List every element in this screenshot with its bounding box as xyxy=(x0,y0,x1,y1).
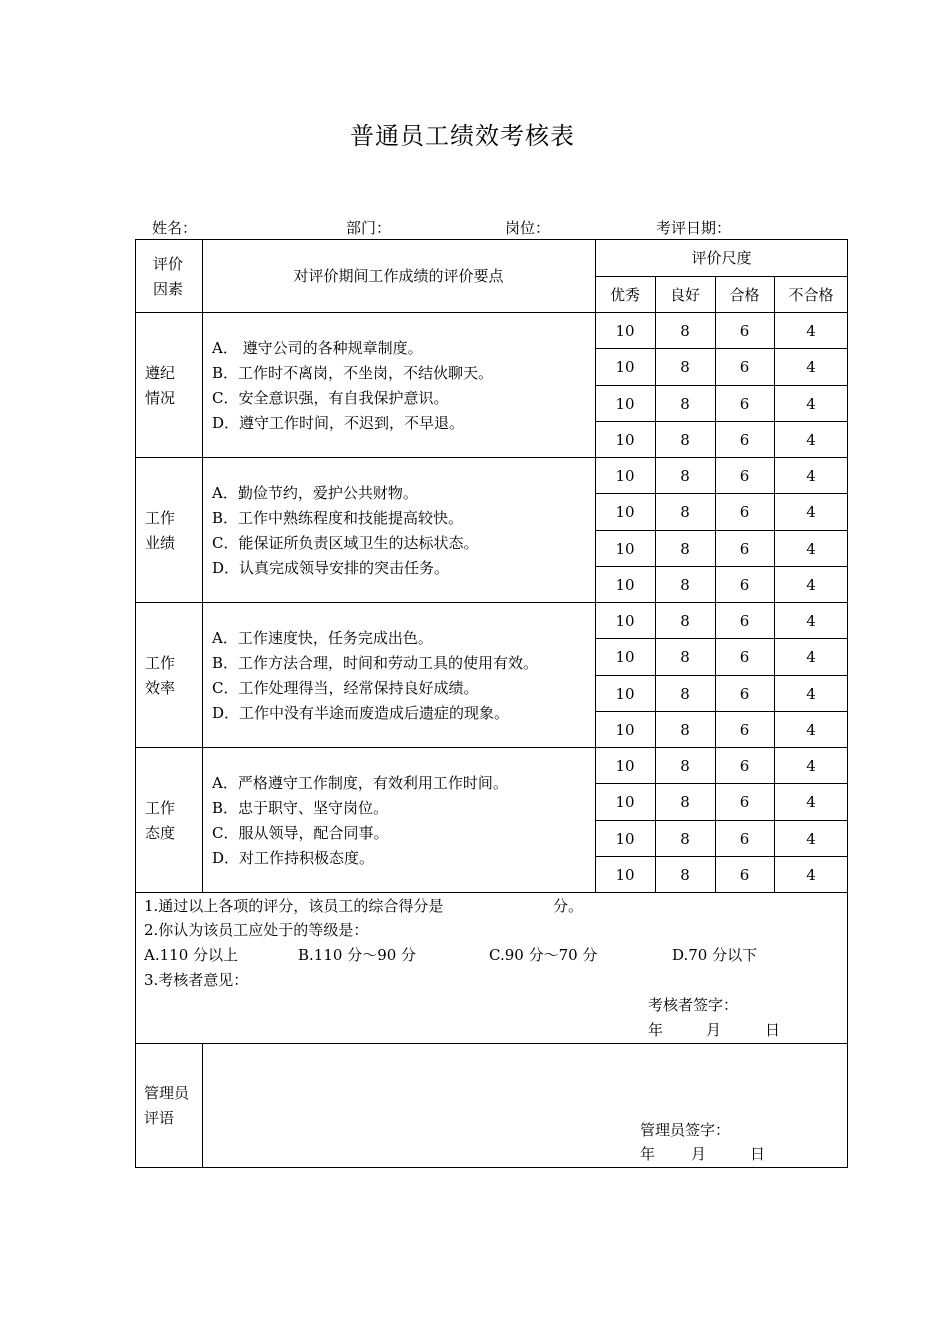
evaluation-date-label: 考评日期： xyxy=(656,219,732,237)
point-item: C．工作处理得当，经常保持良好成绩。 xyxy=(212,679,479,697)
score-cell: 10 xyxy=(615,830,635,848)
grade-option-a: A.110 分以上 xyxy=(144,946,238,964)
factor-line1: 工作 xyxy=(145,799,176,817)
admin-column-divider xyxy=(202,1043,203,1168)
score-cell: 10 xyxy=(615,612,635,630)
position-label: 岗位： xyxy=(505,219,551,237)
point-item: B．工作中熟练程度和技能提高较快。 xyxy=(212,509,464,527)
grade-option-c: C.90 分～70 分 xyxy=(489,946,598,964)
score-cell: 10 xyxy=(615,431,635,449)
grade-question: 2.你认为该员工应处于的等级是： xyxy=(144,921,369,939)
score-cell: 10 xyxy=(615,503,635,521)
factor-header-line1: 评价 xyxy=(153,255,184,273)
score-cell: 8 xyxy=(680,721,690,739)
summary-bottom-line xyxy=(136,1043,848,1044)
grade-option-b: B.110 分～90 分 xyxy=(298,946,417,964)
assessor-date-day: 日 xyxy=(765,1021,781,1039)
score-cell: 8 xyxy=(680,503,690,521)
score-cell: 8 xyxy=(680,322,690,340)
score-cell: 4 xyxy=(806,503,816,521)
evaluation-table xyxy=(135,239,848,1168)
score-cell: 8 xyxy=(680,358,690,376)
score-cell: 4 xyxy=(806,431,816,449)
score-cell: 8 xyxy=(680,757,690,775)
factor-line2: 业绩 xyxy=(145,534,176,552)
total-score-line-a: 1.通过以上各项的评分，该员工的综合得分是 xyxy=(144,897,444,915)
score-cell: 6 xyxy=(739,322,750,340)
point-item: D．对工作持积极态度。 xyxy=(212,849,375,867)
assessor-opinion-label: 3.考核者意见： xyxy=(144,971,249,989)
factor-header-line2: 因素 xyxy=(153,280,184,298)
score-cell: 4 xyxy=(806,648,816,666)
point-item: B．工作方法合理，时间和劳动工具的使用有效。 xyxy=(212,654,539,672)
score-cell: 6 xyxy=(739,358,750,376)
point-item: B．工作时不离岗，不坐岗，不结伙聊天。 xyxy=(212,364,494,382)
score-cell: 6 xyxy=(739,648,750,666)
assessor-date-year: 年 xyxy=(648,1021,664,1039)
points-header: 对评价期间工作成绩的评价要点 xyxy=(293,267,504,285)
grade-option-d: D.70 分以下 xyxy=(672,946,758,964)
score-cell: 10 xyxy=(615,395,635,413)
score-cell: 10 xyxy=(615,322,635,340)
score-cell: 10 xyxy=(615,757,635,775)
factor-header xyxy=(153,252,183,302)
score-cell: 4 xyxy=(806,540,816,558)
score-cell: 4 xyxy=(806,576,816,594)
score-cell: 4 xyxy=(806,612,816,630)
factor-line2: 情况 xyxy=(145,389,176,407)
score-cell: 4 xyxy=(806,358,816,376)
name-label: 姓名： xyxy=(152,219,198,237)
factor-line2: 态度 xyxy=(145,824,176,842)
score-cell: 6 xyxy=(739,721,750,739)
score-cell: 4 xyxy=(806,757,816,775)
factor-line1: 工作 xyxy=(145,654,176,672)
score-cell: 4 xyxy=(806,467,816,485)
admin-date-day: 日 xyxy=(750,1145,766,1163)
score-cell: 10 xyxy=(615,793,635,811)
point-item: C．安全意识强，有自我保护意识。 xyxy=(212,389,449,407)
admin-date-year: 年 xyxy=(640,1145,656,1163)
score-cell: 6 xyxy=(739,395,750,413)
score-cell: 6 xyxy=(739,612,750,630)
factor-line2: 效率 xyxy=(145,679,176,697)
score-cell: 4 xyxy=(806,721,816,739)
score-cell: 6 xyxy=(739,576,750,594)
level-fail: 不合格 xyxy=(788,286,834,304)
score-cell: 8 xyxy=(680,793,690,811)
score-cell: 4 xyxy=(806,322,816,340)
score-cell: 10 xyxy=(615,358,635,376)
level-good: 良好 xyxy=(669,286,700,304)
score-cell: 6 xyxy=(739,467,750,485)
score-cell: 6 xyxy=(739,866,750,884)
admin-label-line2: 评语 xyxy=(144,1109,175,1127)
score-cell: 8 xyxy=(680,395,690,413)
scale-header: 评价尺度 xyxy=(691,249,752,267)
point-item: B．忠于职守、坚守岗位。 xyxy=(212,799,389,817)
point-item: D．认真完成领导安排的突击任务。 xyxy=(212,559,450,577)
score-cell: 6 xyxy=(739,685,750,703)
score-cell: 10 xyxy=(615,576,635,594)
score-cell: 6 xyxy=(739,757,750,775)
score-cell: 10 xyxy=(615,721,635,739)
score-cell: 8 xyxy=(680,866,690,884)
admin-label-line1: 管理员 xyxy=(144,1084,190,1102)
score-cell: 8 xyxy=(680,576,690,594)
admin-date-month: 月 xyxy=(691,1145,707,1163)
points-discipline xyxy=(212,336,493,436)
score-cell: 8 xyxy=(680,685,690,703)
score-cell: 6 xyxy=(739,540,750,558)
score-cell: 4 xyxy=(806,793,816,811)
score-cell: 10 xyxy=(615,540,635,558)
factor-performance xyxy=(145,506,175,556)
point-item: A．勤俭节约，爱护公共财物。 xyxy=(212,484,418,502)
factor-line1: 遵纪 xyxy=(145,364,176,382)
factor-discipline xyxy=(145,361,175,411)
score-cell: 10 xyxy=(615,685,635,703)
score-cell: 8 xyxy=(680,830,690,848)
score-cell: 8 xyxy=(680,467,690,485)
department-label: 部门： xyxy=(346,219,392,237)
points-performance xyxy=(212,481,478,581)
factor-attitude xyxy=(145,796,175,846)
score-cell: 8 xyxy=(680,612,690,630)
score-cell: 6 xyxy=(739,503,750,521)
score-cell: 4 xyxy=(806,685,816,703)
score-cell: 8 xyxy=(680,648,690,666)
admin-comment-label xyxy=(144,1081,189,1131)
score-cell: 4 xyxy=(806,866,816,884)
score-cell: 6 xyxy=(739,793,750,811)
score-cell: 4 xyxy=(806,395,816,413)
assessor-date-month: 月 xyxy=(706,1021,722,1039)
score-cell: 6 xyxy=(739,431,750,449)
level-pass: 合格 xyxy=(729,286,760,304)
assessor-signature-label: 考核者签字： xyxy=(648,996,739,1014)
factor-line1: 工作 xyxy=(145,509,176,527)
points-efficiency xyxy=(212,626,538,726)
score-cell: 10 xyxy=(615,467,635,485)
point-item: C．能保证所负责区域卫生的达标状态。 xyxy=(212,534,479,552)
level-excellent: 优秀 xyxy=(609,286,640,304)
factor-efficiency xyxy=(145,651,175,701)
score-cell: 10 xyxy=(615,648,635,666)
score-cell: 10 xyxy=(615,866,635,884)
point-item: C．服从领导，配合同事。 xyxy=(212,824,389,842)
score-cell: 4 xyxy=(806,830,816,848)
admin-signature-label: 管理员签字： xyxy=(640,1121,731,1139)
point-item: A． 遵守公司的各种规章制度。 xyxy=(212,339,423,357)
point-item: D．工作中没有半途而废造成后遗症的现象。 xyxy=(212,704,510,722)
point-item: A．严格遵守工作制度，有效利用工作时间。 xyxy=(212,774,508,792)
score-cell: 8 xyxy=(680,431,690,449)
page-title: 普通员工绩效考核表 xyxy=(350,122,575,150)
total-score-line-b: 分。 xyxy=(553,897,584,915)
point-item: A．工作速度快，任务完成出色。 xyxy=(212,629,433,647)
point-item: D．遵守工作时间，不迟到，不早退。 xyxy=(212,414,465,432)
factor-column-divider xyxy=(202,240,203,892)
score-cell: 8 xyxy=(680,540,690,558)
score-cell: 6 xyxy=(739,830,750,848)
points-attitude xyxy=(212,771,508,871)
